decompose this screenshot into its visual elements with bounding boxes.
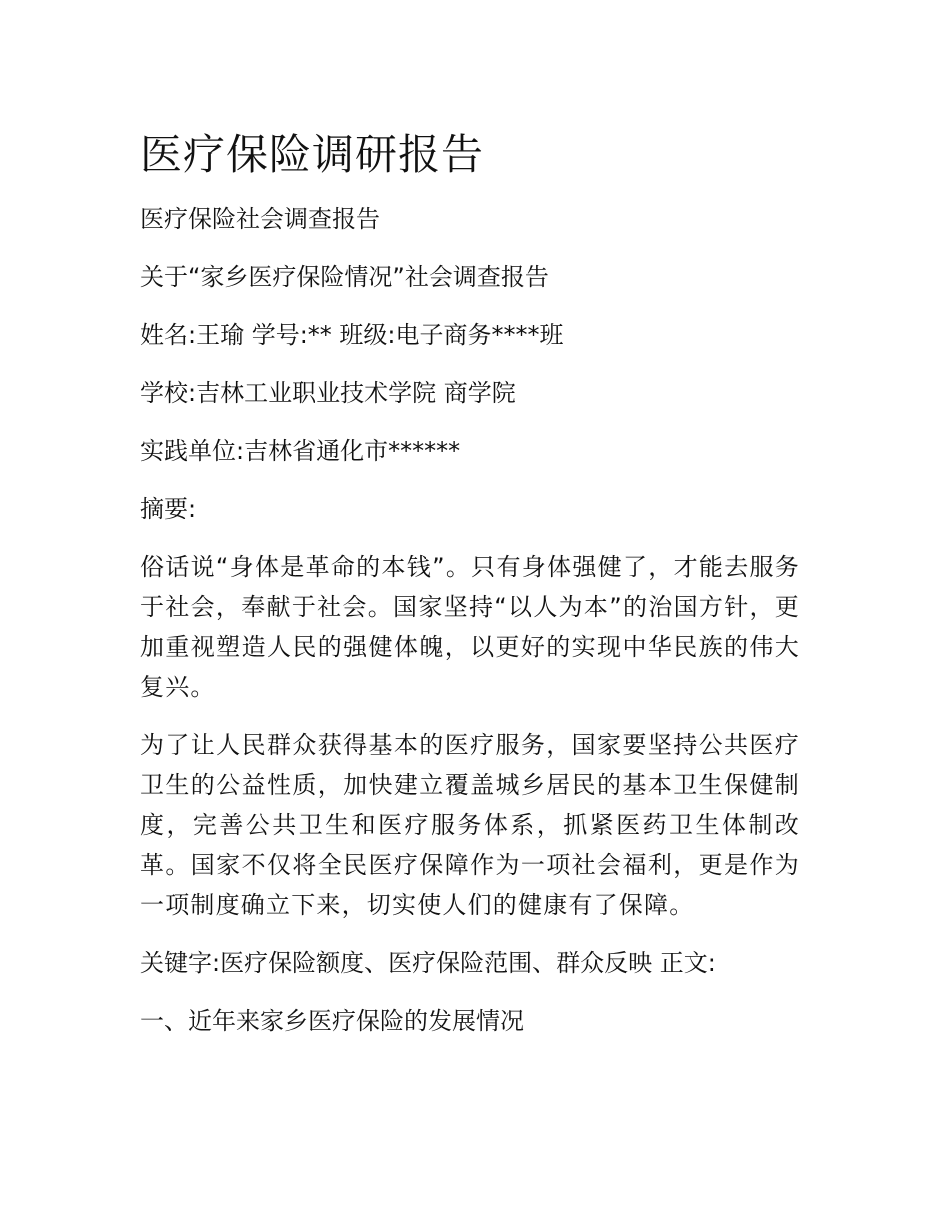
document-subtitle: 医疗保险社会调查报告 bbox=[140, 205, 380, 233]
keywords-line: 关键字:医疗保险额度、医疗保险范围、群众反映 正文: bbox=[140, 949, 716, 977]
report-title: 关于“家乡医疗保险情况”社会调查报告 bbox=[140, 263, 549, 291]
school-info: 学校:吉林工业职业技术学院 商学院 bbox=[140, 379, 516, 407]
abstract-label: 摘要: bbox=[140, 495, 197, 523]
author-info: 姓名:王瑜 学号:** 班级:电子商务****班 bbox=[140, 321, 564, 349]
section-heading: 一、近年来家乡医疗保险的发展情况 bbox=[140, 1007, 524, 1035]
abstract-paragraph-2: 为了让人民群众获得基本的医疗服务，国家要坚持公共医疗卫生的公益性质，加快建立覆盖城乡居民的基本卫生保健制度，完善公共卫生和医疗服务体系，抓紧医药卫生体制改革。国家不仅将全民医疗保障作为一项社会福利，更是作为一项制度确立下来，切实使人们的健康有了保障。 bbox=[140, 731, 800, 919]
document-page bbox=[140, 125, 800, 1059]
abstract-paragraph-1: 俗话说“身体是革命的本钱”。只有身体强健了，才能去服务于社会，奉献于社会。国家坚持“以人为本”的治国方针，更加重视塑造人民的强健体魄，以更好的实现中华民族的伟大复兴。 bbox=[140, 553, 800, 701]
practice-unit: 实践单位:吉林省通化市****** bbox=[140, 437, 461, 465]
document-title: 医疗保险调研报告 bbox=[140, 130, 485, 179]
